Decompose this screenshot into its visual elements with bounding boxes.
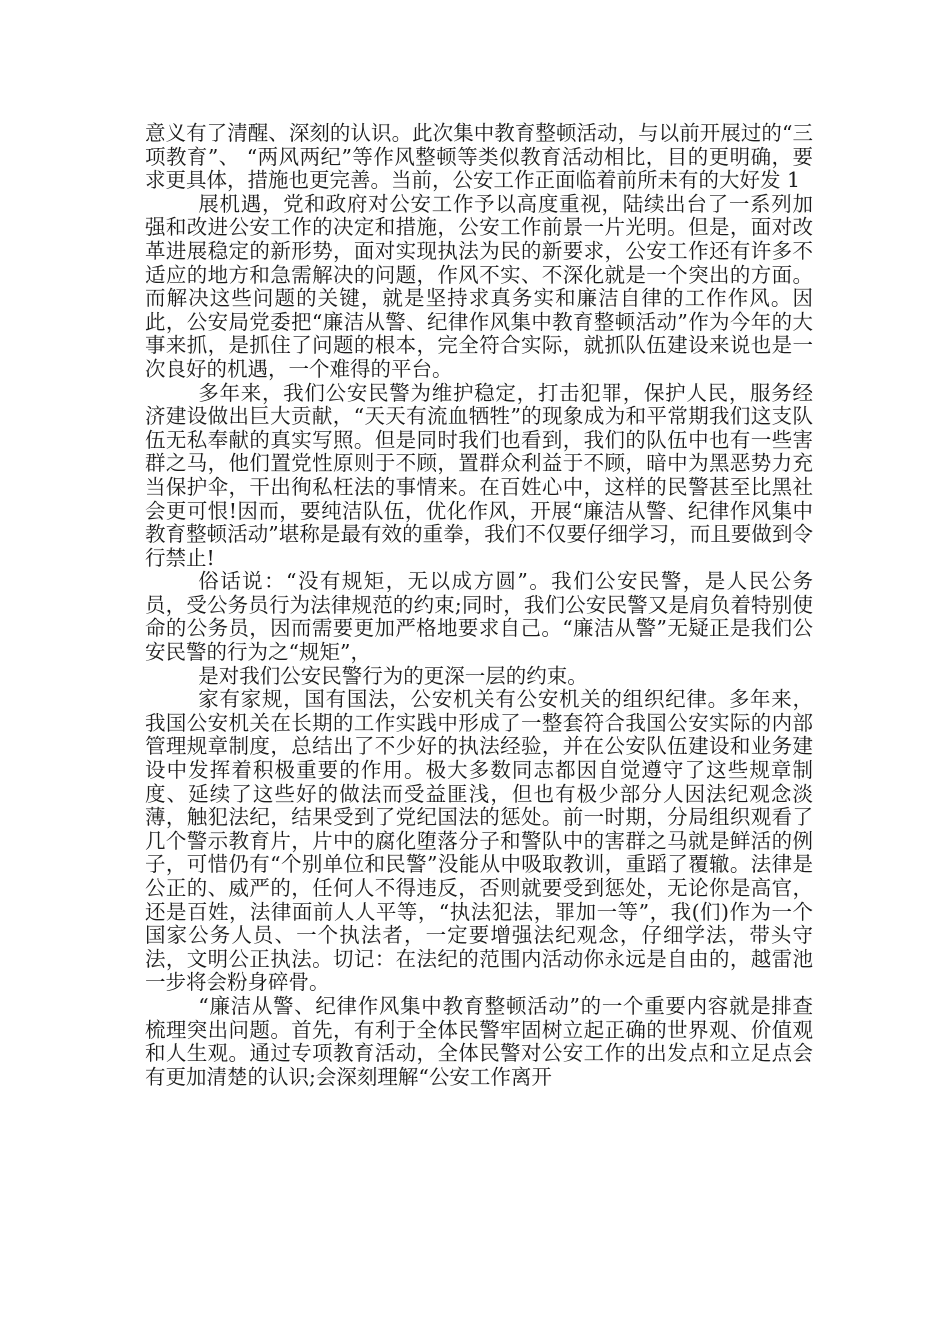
document-body [145, 122, 813, 1089]
paragraph-6: 家有家规，国有国法，公安机关有公安机关的组织纪律。多年来，我国公安机关在长期的工作实践中形成了一整套符合我国公安实际的内部管理规章制度，总结出了不少好的执法经验，并在公安队伍建设和业务建设中发挥着积极重要的作用。极大多数同志都因自觉遵守了这些规章制度、延续了这些好的做法而受益匪浅，但也有极少部分人因法纪观念淡薄，触犯法纪，结果受到了党纪国法的惩处。前一时期，分局组织观看了几个警示教育片，片中的腐化堕落分子和警队中的害群之马就是鲜活的例子，可惜仍有“个别单位和民警”没能从中吸取教训，重蹈了覆辙。法律是公正的、威严的，任何人不得违反，否则就要受到惩处，无论你是高官，还是百姓，法律面前人人平等，“执法犯法，罪加一等”，我(们)作为一个国家公务人员、一个执法者，一定要增强法纪观念，仔细学法，带头守法，文明公正执法。切记：在法纪的范围内活动你永远是自由的，越雷池一步将会粉身碎骨。 [145, 687, 813, 995]
paragraph-1: 意义有了清醒、深刻的认识。此次集中教育整顿活动，与以前开展过的“三项教育”、 “两风两纪”等作风整顿等类似教育活动相比，目的更明确，要求更具体，措施也更完善。当前，公安工作正面临着前所未有的大好发 1 [145, 121, 813, 193]
paragraph-2: 展机遇，党和政府对公安工作予以高度重视，陆续出台了一系列加强和改进公安工作的决定和措施，公安工作前景一片光明。但是，面对改革进展稳定的新形势，面对实现执法为民的新要求，公安工作还有许多不适应的地方和急需解决的问题，作风不实、不深化就是一个突出的方面。而解决这些问题的关键，就是坚持求真务实和廉洁自律的工作作风。因此，公安局党委把“廉洁从警、纪律作风集中教育整顿活动”作为今年的大事来抓，是抓住了问题的根本，完全符合实际，就抓队伍建设来说也是一次良好的机遇，一个难得的平台。 [145, 191, 813, 381]
paragraph-4: 俗话说：“没有规矩，无以成方圆”。我们公安民警，是人民公务员，受公务员行为法律规范的约束;同时，我们公安民警又是肩负着特别使命的公务员，因而需要更加严格地要求自己。“廉洁从警”无疑正是我们公安民警的行为之“规矩”， [145, 569, 813, 665]
paragraph-3: 多年来，我们公安民警为维护稳定，打击犯罪，保护人民，服务经济建设做出巨大贡献，“天天有流血牺牲”的现象成为和平常期我们这支队伍无私奉献的真实写照。但是同时我们也看到，我们的队伍中也有一些害群之马，他们置党性原则于不顾，置群众利益于不顾，暗中为黑恶势力充当保护伞，干出徇私枉法的事情来。在百姓心中，这样的民警甚至比黑社会更可恨!因而，要纯洁队伍，优化作风，开展“廉洁从警、纪律作风集中教育整顿活动”堪称是最有效的重拳，我们不仅要仔细学习，而且要做到令行禁止! [145, 380, 813, 570]
paragraph-5: 是对我们公安民警行为的更深一层的约束。 [198, 663, 588, 688]
paragraph-7: “廉洁从警、纪律作风集中教育整顿活动”的一个重要内容就是排查梳理突出问题。首先，有利于全体民警牢固树立起正确的世界观、价值观和人生观。通过专项教育活动，全体民警对公安工作的出发点和立足点会有更加清楚的认识;会深刻理解“公安工作离开 [145, 993, 813, 1089]
